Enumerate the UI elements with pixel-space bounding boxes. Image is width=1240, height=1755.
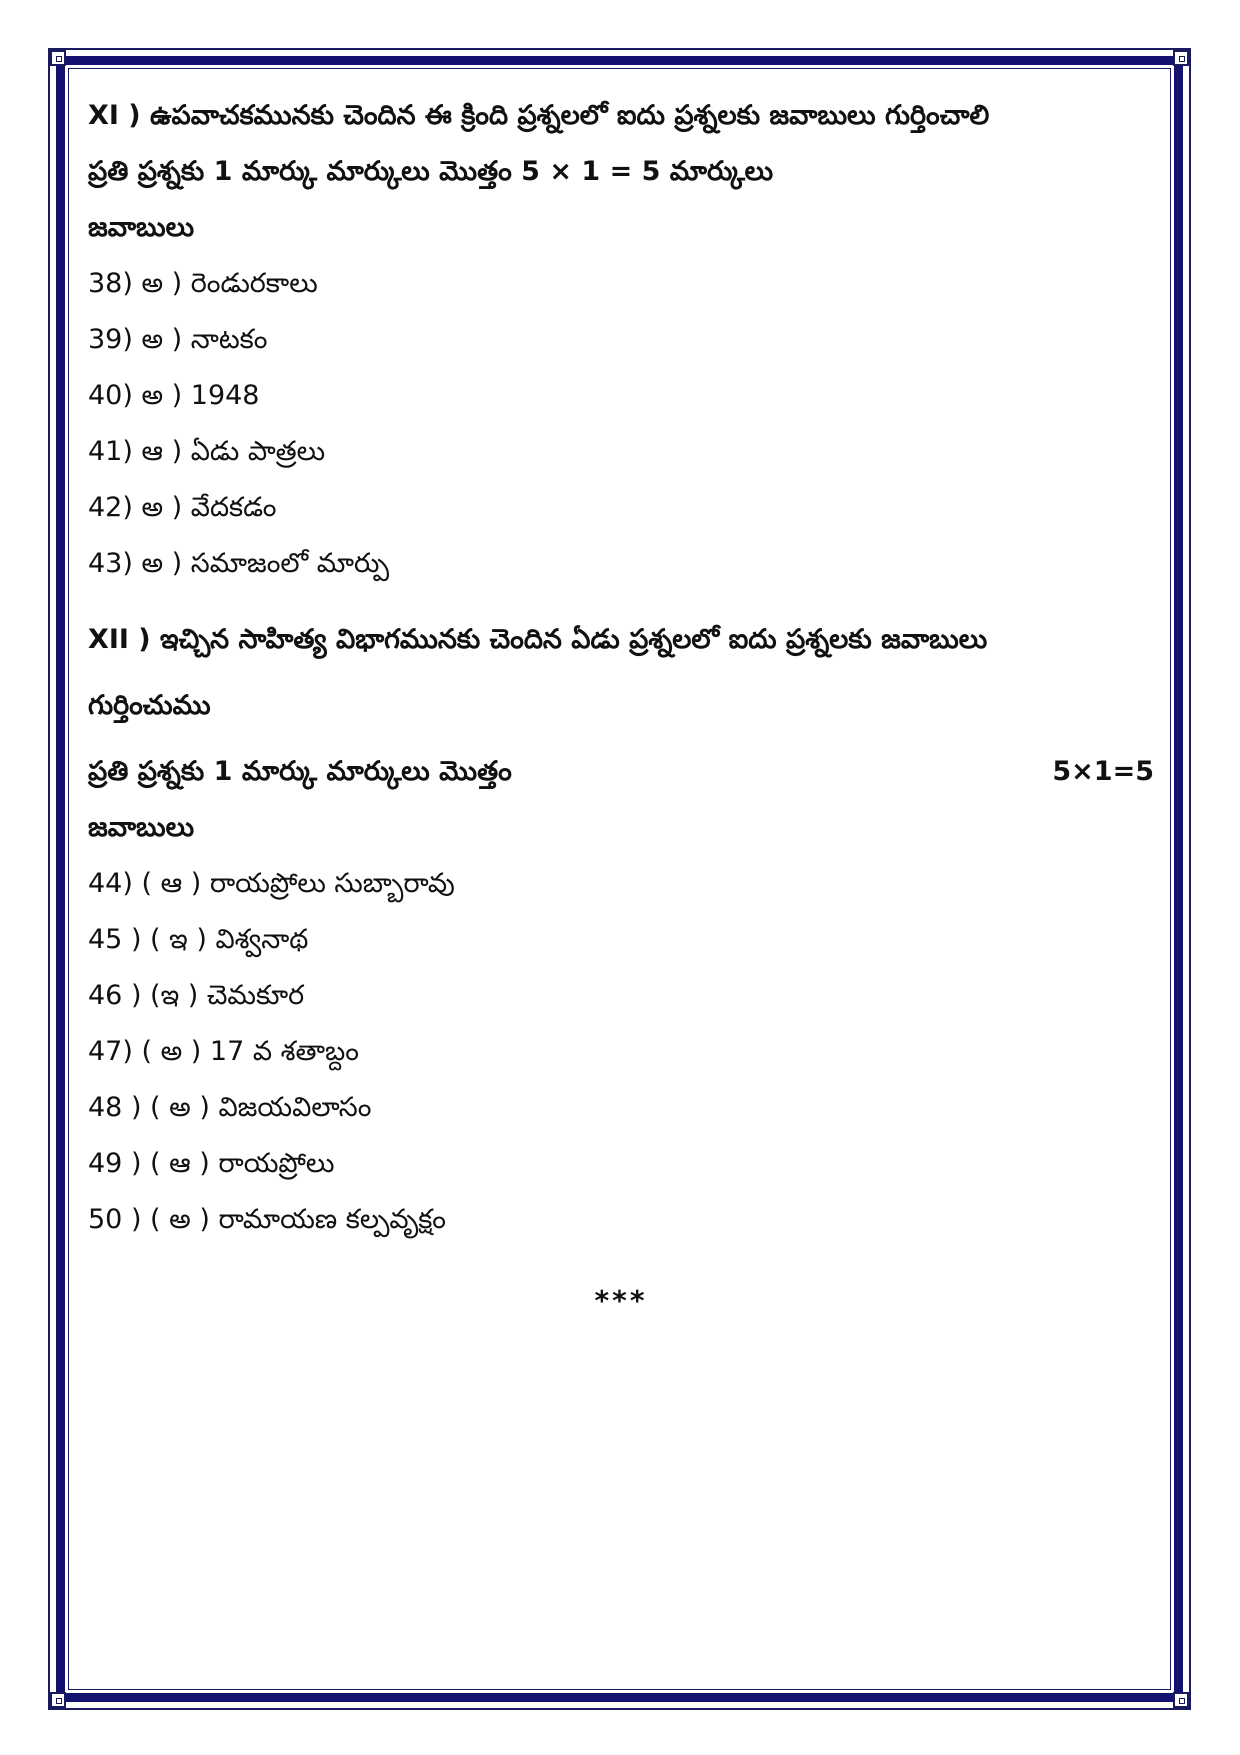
answer-47: 47) ( అ ) 17 వ శతాబ్దం [88, 1036, 359, 1067]
section-spacer [88, 592, 1154, 612]
page-content [88, 88, 1154, 1317]
section-xii-marks-row [88, 744, 1154, 800]
border-corner-ornament [50, 50, 66, 66]
answer-45: 45 ) ( ఇ ) విశ్వనాథ [88, 924, 309, 955]
section-xii-answers-label: జవాబులు [88, 812, 195, 843]
line-spacer [88, 734, 1154, 744]
answer-49: 49 ) ( ఆ ) రాయప్రోలు [88, 1148, 335, 1179]
answer-42: 42) అ ) వేదకడం [88, 492, 277, 523]
answer-38: 38) అ ) రెండురకాలు [88, 268, 318, 299]
answer-50: 50 ) ( అ ) రామాయణ కల్పవృక్షం [88, 1204, 446, 1235]
border-corner-ornament [1173, 50, 1189, 66]
border-corner-ornament [50, 1692, 66, 1708]
answer-40: 40) అ ) 1948 [88, 380, 260, 411]
section-xii-marks-total: 5×1=5 [1052, 756, 1154, 787]
answer-44: 44) ( ఆ ) రాయప్రోలు సుబ్బారావు [88, 868, 455, 899]
answer-46: 46 ) (ఇ ) చెమకూర [88, 980, 305, 1011]
section-xi-heading: XI ) ఉపవాచకమునకు చెందిన ఈ క్రింది ప్రశ్నలలో ఐదు ప్రశ్నలకు జవాబులు గుర్తించాలి [88, 100, 990, 131]
line-spacer [88, 668, 1154, 678]
answer-39: 39) అ ) నాటకం [88, 324, 268, 355]
section-xii-heading-cont: గుర్తించుము [88, 690, 211, 721]
border-corner-ornament [1173, 1692, 1189, 1708]
answer-43: 43) అ ) సమాజంలో మార్పు [88, 548, 390, 579]
section-xi-marks: ప్రతి ప్రశ్నకు 1 మార్కు మార్కులు మొత్తం 5 × 1 = 5 మార్కులు [88, 156, 774, 187]
section-xii-marks: ప్రతి ప్రశ్నకు 1 మార్కు మార్కులు మొత్తం [88, 756, 512, 787]
section-xi-answers-label: జవాబులు [88, 212, 195, 243]
section-xii-heading: XII ) ఇచ్చిన సాహిత్య విభాగమునకు చెందిన ఏడు ప్రశ్నలలో ఐదు ప్రశ్నలకు జవాబులు [88, 624, 988, 655]
answer-48: 48 ) ( అ ) విజయవిలాసం [88, 1092, 372, 1123]
end-mark: *** [594, 1284, 648, 1317]
answer-41: 41) ఆ ) ఏడు పాత్రలు [88, 436, 326, 467]
